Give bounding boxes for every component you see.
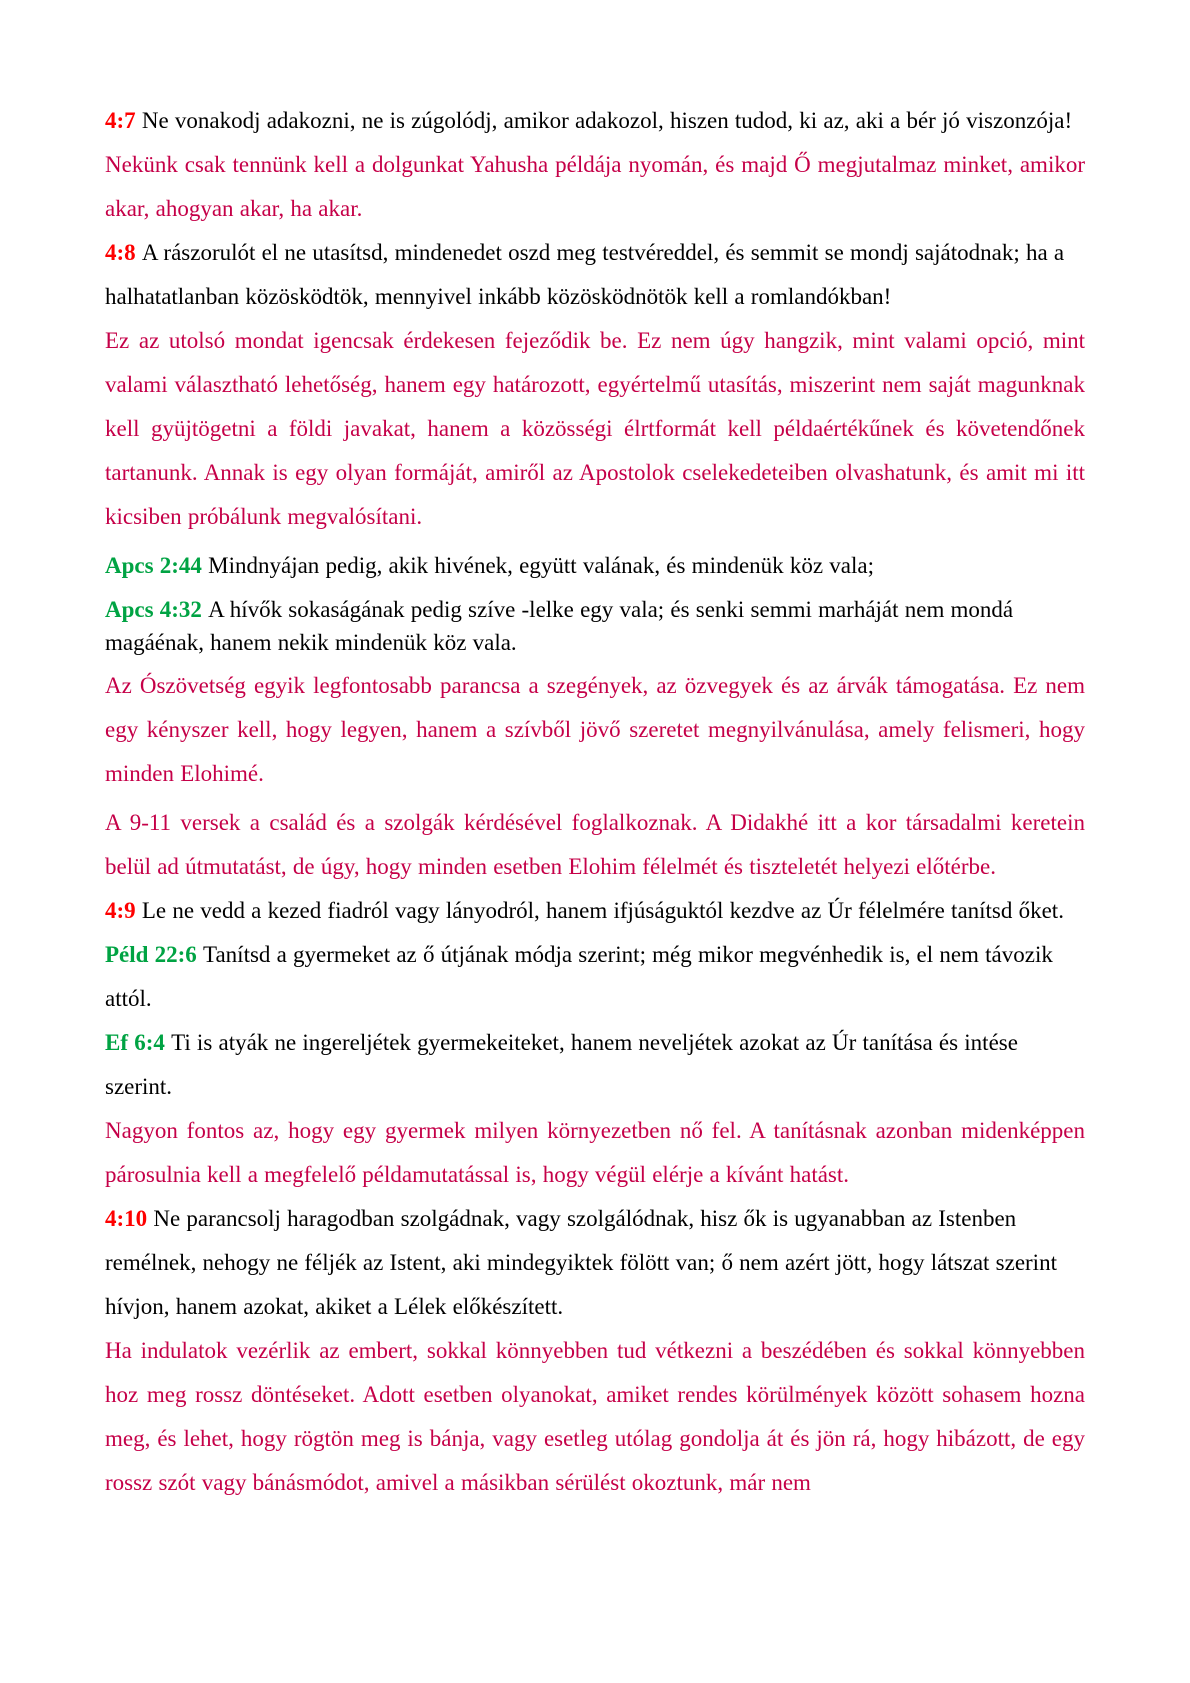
scripture-reference-label: Apcs 2:44 [105, 553, 209, 578]
scripture-reference-label: Apcs 4:32 [105, 597, 209, 622]
commentary-text: Ez az utolsó mondat igencsak érdekesen fejeződik be. Ez nem úgy hangzik, mint valami opció, mint valami választható lehetőség, hanem egy határozott, egyértelmű utasítás, miszerint nem saját magunknak kell gyüjtögetni a földi javakat, hanem a közösségi élrtformát kell példaértékűnek és követendőnek tartanunk. Annak is egy olyan formáját, amiről az Apostolok cselekedeteiben olvashatunk, és amit mi itt kicsiben próbálunk megvalósítani. [105, 328, 1085, 529]
verse-text: A rászorulót el ne utasítsd, mindenedet oszd meg testvéreddel, és semmit se mondj sajátodnak; ha a halhatatlanban közösködtök, mennyivel inkább közösködnötök kell a romlandókban! [105, 240, 1065, 309]
commentary-text: Nekünk csak tennünk kell a dolgunkat Yahusha példája nyomán, és majd Ő megjutalmaz minket, amikor akar, ahogyan akar, ha akar. [105, 152, 1085, 221]
commentary-4-7 [105, 143, 1085, 231]
verse-text: Le ne vedd a kezed fiadról vagy lányodról, hanem ifjúságuktól kezdve az Úr félelmére tanítsd őket. [141, 898, 1064, 923]
commentary-text: Az Ószövetség egyik legfontosabb parancsa a szegények, az özvegyek és az árvák támogatása. Ez nem egy kényszer kell, hogy legyen, hanem a szívből jövő szeretet megnyilvánulása, amely felismeri, hogy minden Elohimé. [105, 673, 1085, 786]
commentary-9-11-versek [105, 801, 1085, 889]
commentary-text: Nagyon fontos az, hogy egy gyermek milyen környezetben nő fel. A tanításnak azonban midenképpen párosulnia kell a megfelelő példamutatással is, hogy végül elérje a kívánt hatást. [105, 1118, 1085, 1187]
verse-text: A hívők sokaságának pedig szíve -lelke egy vala; és senki semmi marháját nem mondá magáénak, hanem nekik mindenük köz vala. [105, 597, 1014, 655]
quote-apcs-4-32 [105, 593, 1085, 659]
commentary-oszovetseg [105, 664, 1085, 796]
commentary-ha-indulatok [105, 1329, 1085, 1505]
verse-text: Ne vonakodj adakozni, ne is zúgolódj, amikor adakozol, hiszen tudod, ki az, aki a bér jó viszonzója! [141, 108, 1073, 133]
verse-4-8 [105, 231, 1085, 319]
verse-4-9 [105, 889, 1085, 933]
commentary-text: Ha indulatok vezérlik az embert, sokkal könnyebben tud vétkezni a beszédében és sokkal könnyebben hoz meg rossz döntéseket. Adott esetben olyanokat, amiket rendes körülmények között sohasem hozna meg, és lehet, hogy rögtön meg is bánja, vagy esetleg utólag gondolja át és jön rá, hogy hibázott, de egy rossz szót vagy bánásmódot, amivel a másikban sérülést okoztunk, már nem [105, 1338, 1085, 1495]
verse-4-10 [105, 1197, 1085, 1329]
verse-number-label: 4:9 [105, 898, 142, 923]
verse-number-label: 4:10 [105, 1206, 154, 1231]
commentary-text: A 9-11 versek a család és a szolgák kérdésével foglalkoznak. A Didakhé itt a kor társadalmi keretein belül ad útmutatást, de úgy, hogy minden esetben Elohim félelmét és tiszteletét helyezi előtérbe. [105, 810, 1085, 879]
verse-text: Ne parancsolj haragodban szolgádnak, vagy szolgálódnak, hisz ők is ugyanabban az Istenben remélnek, nehogy ne féljék az Istent, aki mindegyiktek fölött van; ő nem azért jött, hogy látszat szerint hívjon, hanem azokat, akiket a Lélek előkészített. [105, 1206, 1057, 1319]
quote-apcs-2-44 [105, 544, 1085, 588]
scripture-reference-label: Ef 6:4 [105, 1030, 172, 1055]
quote-peld-22-6 [105, 933, 1085, 1021]
commentary-nagyon-fontos [105, 1109, 1085, 1197]
verse-text: Mindnyájan pedig, akik hivének, együtt valának, és mindenük köz vala; [208, 553, 874, 578]
commentary-4-8 [105, 319, 1085, 539]
verse-number-label: 4:7 [105, 108, 142, 133]
scripture-reference-label: Péld 22:6 [105, 942, 204, 967]
verse-text: Tanítsd a gyermeket az ő útjának módja szerint; még mikor megvénhedik is, el nem távozik attól. [105, 942, 1053, 1011]
verse-text: Ti is atyák ne ingereljétek gyermekeiteket, hanem neveljétek azokat az Úr tanítása és intése szerint. [105, 1030, 1018, 1099]
verse-4-7 [105, 99, 1085, 143]
verse-number-label: 4:8 [105, 240, 142, 265]
quote-ef-6-4 [105, 1021, 1085, 1109]
